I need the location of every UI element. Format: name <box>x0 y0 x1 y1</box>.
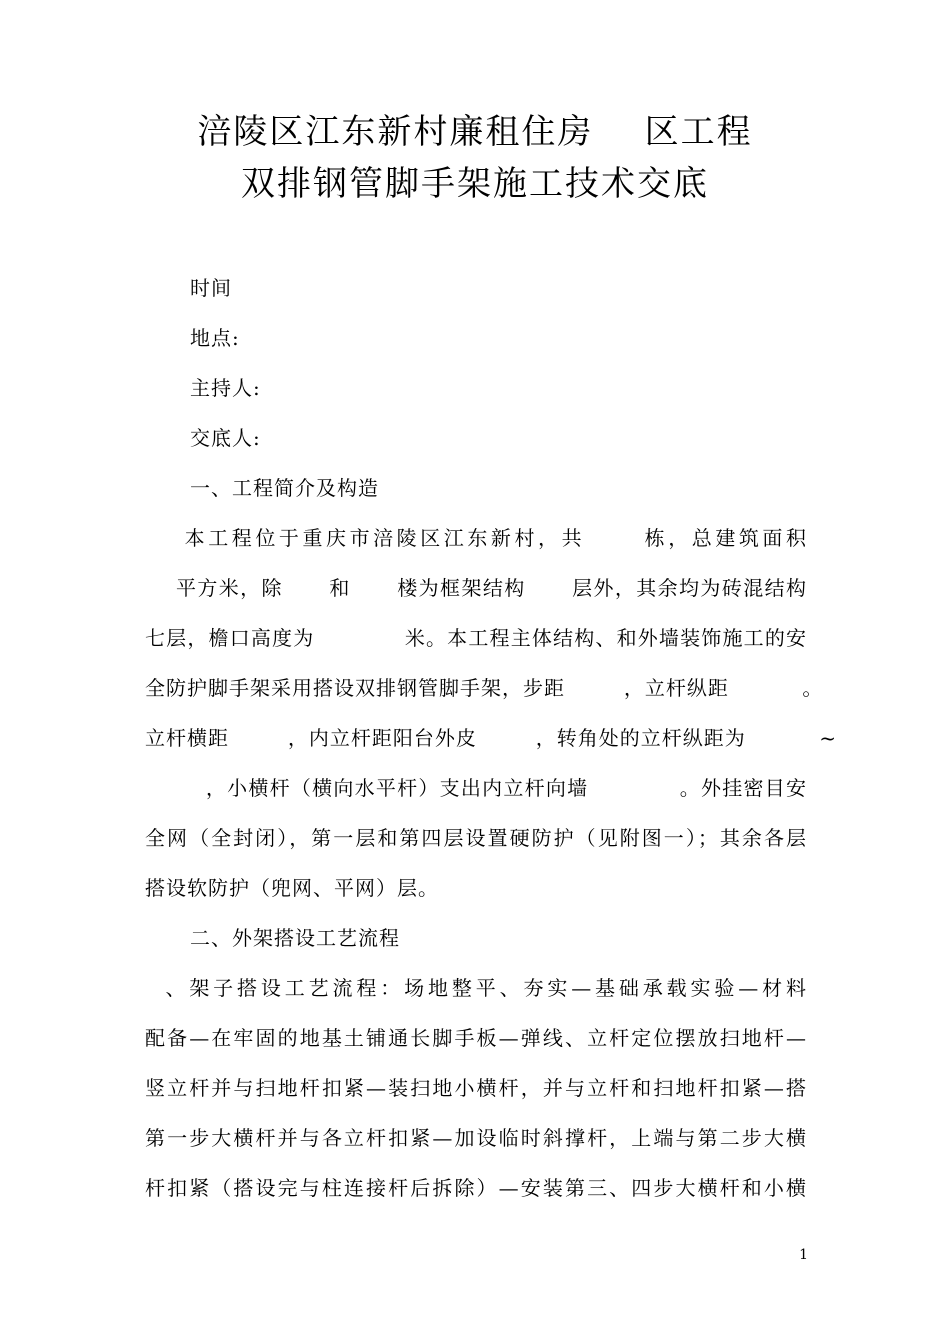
section2-line: 、架子搭设工艺流程：场地整平、夯实—基础承载实验—材料 <box>145 976 807 1000</box>
section1-heading: 一、工程简介及构造 <box>190 476 379 500</box>
section1-line: 平方米，除 和 楼为框架结构 层外，其余均为砖混结构 <box>145 576 807 600</box>
section2-line: 杆扣紧（搭设完与柱连接杆后拆除）—安装第三、四步大横杆和小横 <box>145 1176 807 1200</box>
section2-heading: 二、外架搭设工艺流程 <box>190 926 400 950</box>
section2-line: 配备—在牢固的地基土铺通长脚手板—弹线、立杆定位摆放扫地杆— <box>145 1026 807 1050</box>
section1-line: ，小横杆（横向水平杆）支出内立杆向墙 。外挂密目安 <box>145 776 807 800</box>
presenter-label: 交底人: <box>190 426 261 450</box>
document-title-line2: 双排钢管脚手架施工技术交底 <box>241 164 709 204</box>
time-label: 时间 <box>190 276 232 300</box>
section1-line: 立杆横距 ，内立杆距阳台外皮 ，转角处的立杆纵距为 ~ <box>145 726 838 750</box>
section1-line: 七层，檐口高度为 米。本工程主体结构、和外墙装饰施工的安 <box>145 626 807 650</box>
page-number: 1 <box>799 1247 808 1263</box>
section2-line: 竖立杆并与扫地杆扣紧—装扫地小横杆，并与立杆和扫地杆扣紧—搭 <box>145 1076 807 1100</box>
section2-line: 第一步大横杆并与各立杆扣紧—加设临时斜撑杆，上端与第二步大横 <box>145 1126 807 1150</box>
document-title-line1: 涪陵区江东新村廉租住房 区工程 <box>197 112 753 152</box>
section1-line: 全防护脚手架采用搭设双排钢管脚手架，步距 ，立杆纵距 。 <box>145 676 824 700</box>
section1-line: 搭设软防护（兜网、平网）层。 <box>145 876 439 900</box>
host-label: 主持人: <box>190 376 261 400</box>
place-label: 地点: <box>190 326 240 350</box>
section1-line: 全网（全封闭），第一层和第四层设置硬防护（见附图一）；其余各层 <box>145 826 807 850</box>
section1-line: 本工程位于重庆市涪陵区江东新村，共 栋，总建筑面积 <box>145 526 807 550</box>
